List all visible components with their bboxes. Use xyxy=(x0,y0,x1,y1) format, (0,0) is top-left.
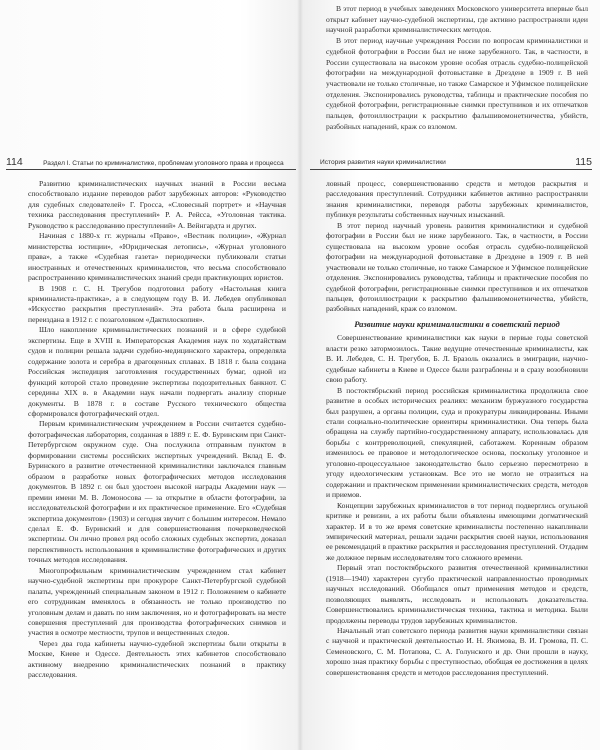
paragraph: Первый этап постоктябрьского развития отечественной криминалистики (1918—1940) характерен сугубо практической направленностью проводимых научных исследований. Обобщался опыт применения методов и средств, позволяющих выявлять, исследовать и использовать доказательства. Совершенствовались криминалистическая техника, тактика и методика. Были продолжены переводы трудов зарубежных криминалистов. xyxy=(326,563,588,625)
header-rule xyxy=(6,169,296,170)
subheading: Развитие науки криминалистики в советский период xyxy=(354,318,560,329)
section-title: История развития науки криминалистики xyxy=(320,159,446,166)
paragraph: Начальный этап советского периода развития науки криминалистики связан с научной и практической деятельностью И. Н. Якимова, В. И. Громова, П. С. Семеновского, С. М. Потапова, С. А. Голунского и др. Они прошли в науку, хорошо зная практику борьбы с преступностью, обобщая ее достижения в целях совершенствования средств и методов расследования преступлений. xyxy=(326,626,588,677)
paragraph: Совершенствование криминалистики как науки в первые годы советской власти резко затормозилось. Такие ведущие отечественные криминалисты, как В. И. Лебедев, С. Н. Трегубов, Б. Л. Бразоль оказались в эмиграции, научно-судебные кабинеты в Киеве и Одессе были разграблены и в сразу возобновили свою работу. xyxy=(326,333,588,385)
section-title: Раздел I. Статьи по криминалистике, проблемам уголовного права и процесса xyxy=(43,160,284,167)
left-running-head xyxy=(6,156,296,170)
paragraph: В постоктябрьский период российская криминалистика продолжила свое развитие в особых исторических реалиях: механизм буржуазного государства был разрушен, а органы полиции, суда и прокуратуры ликвидированы. Иными стали социально-политические ориентиры криминалистики. Она теперь была обращена на службу партийно-государственному аппарату, использовалась для борьбы с контрреволюцией, спекуляцией, саботажем. Коренным образом изменилось ее правовое и методологическое основа, поскольку уголовное и уголовно-процессуальное законодательство было серьезно пересмотрено в угоду идеологическим установкам. Все это не могло не отразиться на содержании и практическом применении криминалистических средств, методов и приемов. xyxy=(326,385,588,500)
page-number: 115 xyxy=(575,156,592,168)
paragraph: В этот период научные учреждения России по вопросам криминалистики и судебной фотографии в России был не ниже зарубежного. Так, в частности, в России существовала на высоком уровне особая отрасль судебно-полицейской фотографии на международной фотовыставке в Дрездене в 1909 г. В ней участвовали не только столичные, но также Самарское и Уфимское полицейские отделения. Экспонировались руководства, таблицы и практические пособия по судебной фотографии, регистрационные снимки преступников и их отпечатков пальцев, фотоиллюстрации к раскрытию фальшивомонетничества, убийств, разбойных нападений, краж со взломом. xyxy=(326,36,588,131)
paragraph: В этот период научный уровень развития криминалистики и судебной фотографии в России был не ниже зарубежного. Так, в частности, в России существовала на высоком уровне особая отрасль судебно-полицейской фотографии на международной фотовыставке в Дрездене в 1909 г. В ней участвовали не только столичные, но также Самарское и Уфимское полицейские отделения. Экспонировались руководства, таблицы и практические пособия по судебной фотографии, регистрационные снимки преступников и их отпечатков пальцев, фотоиллюстрации к раскрытию фальшивомонетничества, убийств, разбойных нападений, краж со взломом. xyxy=(326,220,588,314)
left-page-body xyxy=(28,179,286,681)
paragraph: Начиная с 1880-х гг. журналы «Право», «Вестник полиции», «Журнал министерства юстиции», «Юридическая летопись», «Журнал уголовного права», а также «Судебная газета» периодически публиковали статьи иностранных и отечественных криминалистов, что весьма способствовало распространению криминалистических знаний среди практикующих юристов. xyxy=(28,231,286,283)
page-number: 114 xyxy=(6,156,23,168)
paragraph: Концепции зарубежных криминалистов в тот период подверглись огульной критике и ревизии, а их работы были объявлены имеющими догматический характер. И в то же время советские криминалисты постепенно накапливали эмпирический материал, решали задачи раскрытия своей науки, использования ее рекомендаций в практике раскрытия и расследования преступлений. Отдадим же должное первым исследователям того сложного времени. xyxy=(326,500,588,562)
book-gutter xyxy=(297,0,303,750)
paragraph: В этот период в учебных заведениях Московского университета впервые был открыт кабинет научно-судебной экспертизы, где активно распространяли идеи научной разработки криминалистических методов. xyxy=(326,4,588,35)
paragraph: Многопрофильным криминалистическим учреждением стал кабинет научно-судебной экспертизы при прокуроре Санкт-Петербургской судебной палаты, учрежденный специальным законом в 1912 г. Положением о кабинете его сотрудникам вменялось в обязанность не только производство по уголовным делам и давать по ним заключения, но и фотографировать на месте совершения преступлений для производства фотографических снимков и участия в осмотре местности, трупов и вещественных следов. xyxy=(28,565,286,638)
paragraph: Через два года кабинеты научно-судебной экспертизы были открыты в Москве, Киеве и Одессе. Деятельность этих кабинетов способствовало активному внедрению криминалистических познаний в практику расследования. xyxy=(28,638,286,680)
paragraph: Шло накопление криминалистических познаний и в сфере судебной экспертизы. Еще в XVIII в. Императорская Академия наук по ходатайствам судов и полиции решала задачи судебно-медицинского характера, определяла содержание золота и серебра в драгоценных сплавах. В 1818 г. была создана Российская экспедиция заготовления государственных бумаг, одной из функций которой стало проведение экспертизы подозрительных банкнот. С середины XIX в. в Академии наук начали подвергать анализу спорные документы. В 1878 г. в составе Русского технического общества сформировался фотографический отдел. xyxy=(28,325,286,418)
header-rule xyxy=(310,169,592,170)
paragraph: ловный процесс, совершенствованию средств и методов раскрытия и расследования преступлений. Сотрудники кабинетов активно распространяли знания криминалистики, переводя работы зарубежных криминалистов, публикуя результаты собственных научных изысканий. xyxy=(326,179,588,220)
paragraph: В 1908 г. С. Н. Трегубов подготовил работу «Настольная книга криминалиста-практика», а в следующем году В. И. Лебедев опубликовал «Искусство раскрытия преступлений». Эта работа была расширена и переиздана в 1912 г. с позаголовком «Дактилоскопия». xyxy=(28,283,286,324)
paragraph: Развитию криминалистических научных знаний в России весьма способствовало издание переводов работ зарубежных авторов: «Руководство для судебных следователей» Г. Гросса, «Словесный портрет» и «Научная техника расследования преступлений» Р. А. Рейсса, «Уголовная тактика. Руководство к расследованию преступлений» А. Вейнгардта и других. xyxy=(28,179,286,230)
paragraph: Первым криминалистическим учреждением в России считается судебно-фотографическая лаборатория, созданная в 1889 г. Е. Ф. Буринским при Санкт-Петербургском окружном суде. Она послужила отправным пунктом в формировании системы российских экспертных учреждений. Вклад Е. Ф. Буринского в развитие отечественной криминалистики заключался главным образом в разработке новых фотографических методов исследования документов. В 1892 г. он был удостоен высокой награды Академии наук — премии имени М. В. Ломоносова — за открытие в области фотографии, за исследовательской фотографии и их практическое применение. Его «Судебная экспертиза документов» (1903) и сегодня звучит с большим интересом. Немало сделал Е. Ф. Буринский и для совершенствования почерковедческой экспертизы. Он лично провел ряд особо сложных судебных экспертиз, доказал перспективность использования в криминалистике фотографических и других точных методов исследования. xyxy=(28,419,286,565)
right-page-body xyxy=(326,179,588,678)
top-right-text-block xyxy=(326,4,588,132)
